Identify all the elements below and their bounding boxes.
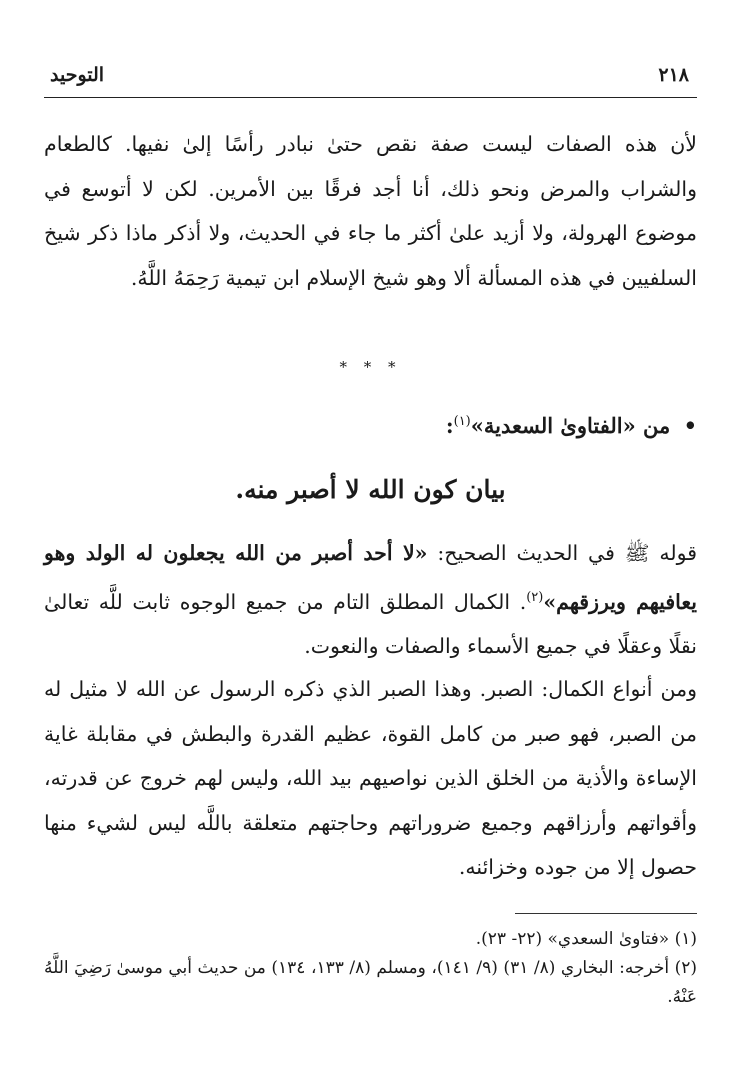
footnote-rule bbox=[515, 913, 697, 914]
footnote-1: (١) «فتاوىٰ السعدي» (٢٢- ٢٣). bbox=[475, 929, 697, 949]
hadith-quote: «لا أحد أصبر من الله يجعلون له الولد وهو يعافيهم ويرزقهم» bbox=[44, 541, 697, 614]
section-heading: بيان كون الله لا أصبر منه. bbox=[235, 475, 506, 504]
footnotes bbox=[44, 925, 697, 1012]
paragraph-3: ومن أنواع الكمال: الصبر. وهذا الصبر الذي ذكره الرسول عن الله لا مثيل له من الصبر، فهو صبر من كامل القوة، عظيم القدرة والبطش في مقابلة غاية الإساءة والأذية من الخلق الذين نواصيهم بيد الله، وليس لهم خروج عن قدرته، وأقواتهم وأرزاقهم وجميع ضروراتهم وحاجتهم متعلقة باللَّه ليس لشيء منها حصول إلا من جوده وخزائنه. bbox=[44, 677, 697, 879]
running-head bbox=[44, 62, 697, 94]
page-number: ٢١٨ bbox=[658, 64, 689, 86]
paragraph-2-rest: . الكمال المطلق التام من جميع الوجوه ثابت للَّه تعالىٰ نقلًا وعقلًا في جميع الأسماء والصفات والنعوت. bbox=[44, 589, 697, 658]
paragraph-1: لأن هذه الصفات ليست صفة نقص حتىٰ نبادر رأسًا إلىٰ نفيها. كالطعام والشراب والمرض ونحو ذلك، أنا أجد فرقًا بين الأمرين. لكن لا أتوسع في موضوع الهرولة، ولا أزيد علىٰ أكثر ما جاء في الحديث، ولا أذكر ماذا ذكر شيخ السلفيين في هذه المسألة ألا وهو شيخ الإسلام ابن تيمية رَحِمَهُ اللَّهُ. bbox=[44, 132, 697, 290]
source-citation bbox=[44, 402, 697, 446]
source-title: من «الفتاوىٰ السعدية» bbox=[470, 413, 671, 438]
footnote-mark-2: (٢) bbox=[526, 589, 544, 605]
footnote-2: (٢) أخرجه: البخاري (٨/ ٣١) (٩/ ١٤١)، ومسلم (٨/ ١٣٣، ١٣٤) من حديث أبي موسىٰ رَضِيَ اللَّهُ عَنْهُ. bbox=[44, 958, 698, 1007]
paragraph-2-intro: قوله ﷺ في الحديث الصحيح: bbox=[427, 541, 697, 565]
header-rule bbox=[44, 97, 697, 98]
bullet: • bbox=[683, 413, 697, 438]
source-colon: : bbox=[445, 413, 454, 438]
paragraph-2 bbox=[44, 531, 697, 668]
section-separator: * * * bbox=[339, 358, 402, 376]
book-title: التوحيد bbox=[50, 64, 105, 86]
footnote-mark-1: (١) bbox=[453, 414, 471, 429]
